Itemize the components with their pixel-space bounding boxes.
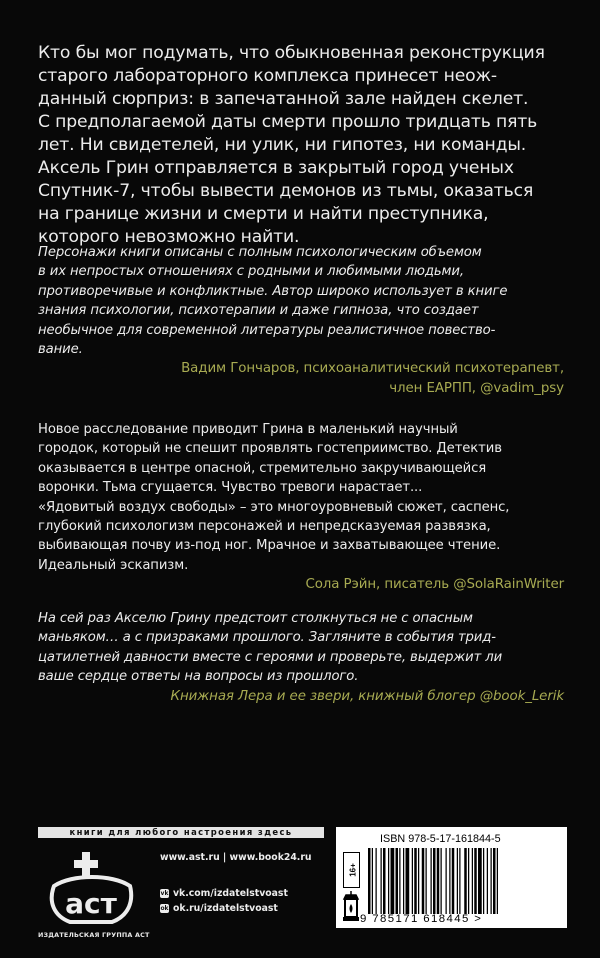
intro-line: старого лабораторного комплекса принесет неож- bbox=[38, 66, 497, 86]
intro-line: С предполагаемой даты смерти прошло тридцать пять bbox=[38, 112, 538, 132]
quote-line: Идеальный эскапизм. bbox=[38, 557, 189, 573]
quote-line: знания психологии, психотерапии и даже гипноза, что создает bbox=[38, 303, 479, 319]
intro-line: Кто бы мог подумать, что обыкновенная реконструкция bbox=[38, 43, 545, 63]
lantern-icon bbox=[340, 890, 362, 924]
publisher-caption: ИЗДАТЕЛЬСКАЯ ГРУППА АСТ bbox=[38, 931, 150, 939]
quote-line: Персонажи книги описаны с полным психологическим объемом bbox=[38, 245, 482, 260]
quote-line: глубокий психологизм персонажей и непредсказуемая развязка, bbox=[38, 519, 491, 535]
intro-line: Аксель Грин отправляется в закрытый город ученых bbox=[38, 158, 514, 178]
intro-line: на границе жизни и смерти и найти преступника, bbox=[38, 204, 489, 224]
review-quote-2 bbox=[38, 420, 578, 595]
quote-line: противоречивые и конфликтные. Автор широко использует в книге bbox=[38, 283, 508, 299]
attribution-line: Книжная Лера и ее звери, книжный блогер @book_Lerik bbox=[170, 688, 564, 704]
attribution-line: Вадим Гончаров, психоаналитический психотерапевт, bbox=[181, 361, 564, 377]
ast-logo-icon bbox=[42, 846, 140, 928]
attribution-line: Сола Рэйн, писатель @SolaRainWriter bbox=[305, 577, 564, 593]
intro-paragraph bbox=[38, 42, 568, 249]
barcode-digits: 9 785171 618445 > bbox=[360, 913, 483, 925]
quote-attribution bbox=[38, 575, 578, 594]
quote-line: оказывается в центре опасной, стремительно закручивающейся bbox=[38, 460, 487, 476]
quote-line: вание. bbox=[38, 342, 83, 358]
isbn-number: ISBN 978-5-17-161844-5 bbox=[380, 833, 501, 845]
social-link-text: ok.ru/izdatelstvoast bbox=[173, 903, 278, 914]
intro-line: лет. Ни свидетелей, ни улик, ни гипотез, ни команды. bbox=[38, 135, 527, 155]
svg-text:16+: 16+ bbox=[348, 863, 358, 877]
intro-line: которого невозможно найти. bbox=[38, 227, 300, 247]
publisher-links bbox=[160, 852, 330, 916]
age-rating-badge bbox=[343, 852, 360, 888]
intro-line: Спутник-7, чтобы вывести демонов из тьмы, оказаться bbox=[38, 181, 534, 201]
quote-line: ваше сердце ответы на вопросы из прошлого. bbox=[38, 669, 359, 685]
tagline-banner: книги для любого настроения здесь bbox=[38, 827, 324, 838]
intro-line: данный сюрприз: в запечатанной зале найден скелет. bbox=[38, 89, 529, 109]
quote-line: маньяком… а с призраками прошлого. Загляните в события трид- bbox=[38, 630, 496, 646]
review-quote-1 bbox=[38, 243, 578, 398]
quote-line: цатилетней давности вместе с героями и проверьте, выдержит ли bbox=[38, 649, 503, 665]
quote-line: «Ядовитый воздух свободы» – это многоуровневый сюжет, саспенс, bbox=[38, 499, 510, 515]
social-link-text: vk.com/izdatelstvoast bbox=[173, 888, 288, 899]
social-link-ok[interactable] bbox=[160, 901, 330, 916]
website-links[interactable]: www.ast.ru | www.book24.ru bbox=[160, 852, 312, 863]
social-link-vk[interactable] bbox=[160, 886, 330, 901]
attribution-line: член ЕАРПП, @vadim_psy bbox=[389, 380, 564, 396]
quote-attribution bbox=[38, 687, 578, 706]
quote-line: необычное для современной литературы реалистичное повество- bbox=[38, 322, 496, 338]
quote-line: выбивающая почву из-под ног. Мрачное и захватывающее чтение. bbox=[38, 538, 501, 554]
review-quote-3 bbox=[38, 609, 578, 706]
quote-line: в их непростых отношениях с родными и любимыми людьми, bbox=[38, 264, 464, 280]
quote-attribution bbox=[38, 359, 578, 398]
quote-line: Новое расследование приводит Грина в маленький научный bbox=[38, 422, 458, 437]
quote-line: воронки. Тьма сгущается. Чувство тревоги нарастает... bbox=[38, 480, 423, 496]
svg-text:аст: аст bbox=[65, 887, 117, 920]
quote-line: На сей раз Акселю Грину предстоит столкнуться не с опасным bbox=[38, 611, 473, 626]
barcode-icon bbox=[368, 848, 556, 914]
ok-icon: ok bbox=[160, 905, 169, 912]
vk-icon: vk bbox=[160, 890, 169, 897]
quote-line: городок, который не спешит проявлять гостеприимство. Детектив bbox=[38, 441, 502, 457]
